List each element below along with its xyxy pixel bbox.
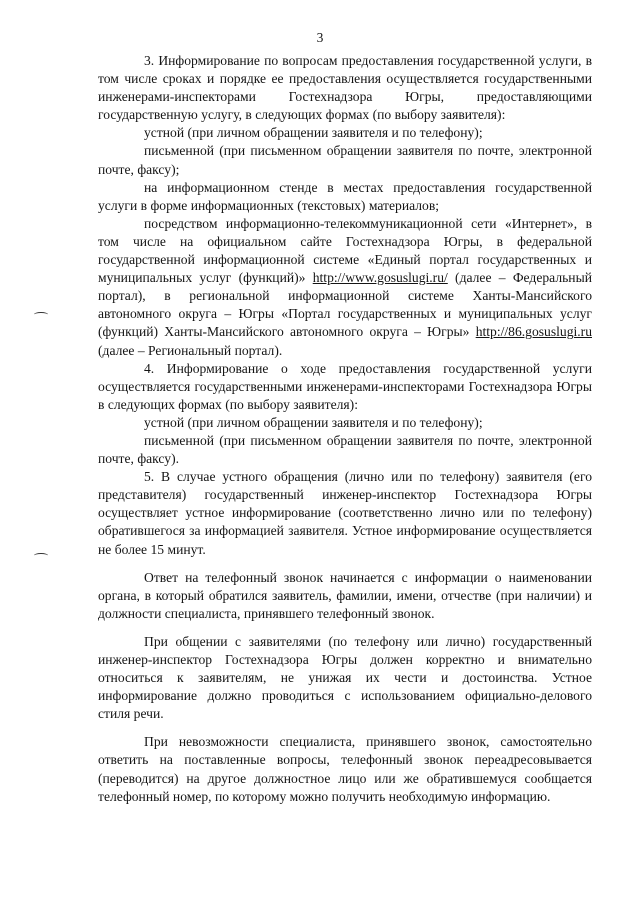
paragraph: на информационном стенде в местах предоставления государственной услуги в форме информационных (текстовых) материалов; <box>98 179 592 213</box>
paragraph: Ответ на телефонный звонок начинается с информации о наименовании органа, в который обратился заявитель, фамилии, имени, отчестве (при наличии) и должности специалиста, принявшего телефонный звонок. <box>98 569 592 621</box>
paragraph: 3. Информирование по вопросам предоставления государственной услуги, в том числе сроках и порядке ее предоставления осуществляется государственными инженерами-инспекторами Гостехнадзора Югры, предоставляющими государственную услугу, в следующих формах (по выбору заявителя): <box>98 53 592 123</box>
paragraph: При общении с заявителями (по телефону или лично) государственный инженер-инспектор Гостехнадзора Югры должен корректно и внимательно относиться к заявителям, не унижая их чести и достоинства. Устное информирование должно проводиться с использованием официально-делового стиля речи. <box>98 633 592 722</box>
paragraph: 4. Информирование о ходе предоставления государственной услуги осуществляется государственными инженерами-инспекторами Гостехнадзора Югры в следующих формах (по выбору заявителя): <box>98 360 592 412</box>
paragraph-text: (далее – Региональный портал). <box>98 342 283 358</box>
margin-mark <box>34 553 48 558</box>
paragraph <box>98 215 592 360</box>
page-number: 3 <box>316 30 324 45</box>
margin-mark <box>34 312 48 317</box>
paragraph: 5. В случае устного обращения (лично или по телефону) заявителя (его представителя) государственный инженер-инспектор Гостехнадзора Югры осуществляет устное информирование (соответственно лично или по телефону) обратившегося за информацией заявителя. Устное информирование осуществляется не более 15 минут. <box>98 469 592 557</box>
paragraph: устной (при личном обращении заявителя и по телефону); <box>144 125 483 141</box>
paragraph: устной (при личном обращении заявителя и по телефону); <box>144 414 483 430</box>
federal-portal-link[interactable]: http://www.gosuslugi.ru/ <box>312 270 448 286</box>
regional-portal-link[interactable]: http://86.gosuslugi.ru <box>475 324 592 340</box>
paragraph: письменной (при письменном обращении заявителя по почте, электронной почте, факсу). <box>98 432 592 467</box>
paragraph: письменной (при письменном обращении заявителя по почте, электронной почте, факсу); <box>98 143 592 177</box>
paragraph-text: посредством информационно-телекоммуникационной сети «Интернет», в том числе на официальном сайте Гостехнадзора Югры, в федеральной государственной информационной системе «Единый портал государственных и муниципальных услуг (функций)» <box>98 215 592 286</box>
paragraph-text: (далее – Федеральный портал), в региональной информационной системе Ханты-Мансийского автономного округа – Югры «Портал государственных и муниципальных услуг (функций) Ханты-Мансийского автономного округа – Югры» <box>98 270 592 340</box>
paragraph: При невозможности специалиста, принявшего звонок, самостоятельно ответить на поставленные вопросы, телефонный звонок переадресовывается (переводится) на другое должностное лицо или же обратившемуся сообщается телефонный номер, по которому можно получить необходимую информацию. <box>98 734 592 804</box>
document-body <box>98 52 592 806</box>
